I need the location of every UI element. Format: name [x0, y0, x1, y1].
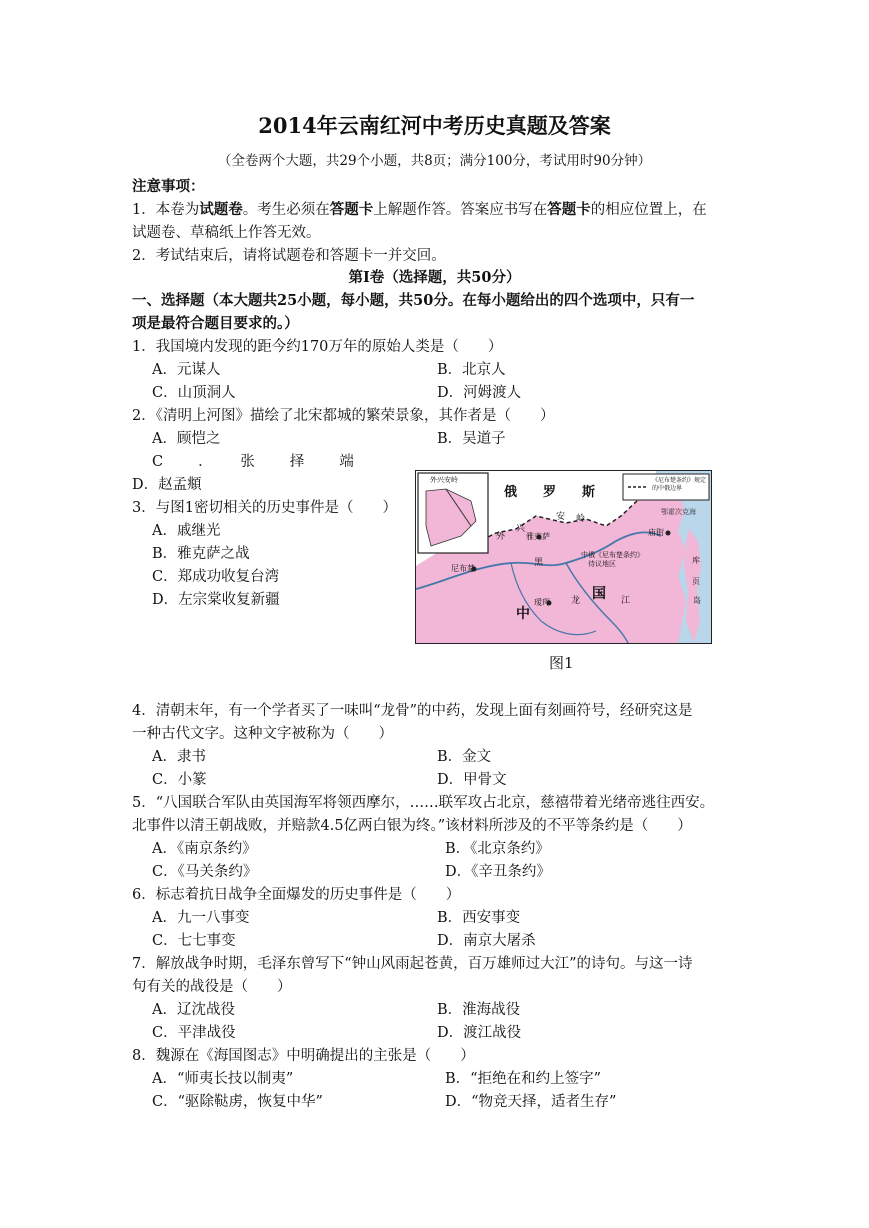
- figure-1-map: [415, 470, 712, 644]
- q8-option-b: B．“拒绝在和约上签字”: [445, 1071, 601, 1087]
- q4-option-a: A．隶书: [152, 749, 206, 765]
- q4-option-c: C．小篆: [152, 772, 207, 788]
- question-1-stem: 1．我国境内发现的距今约170万年的原始人类是（ ）: [132, 339, 503, 355]
- note-1-line-1: [132, 200, 707, 220]
- q5-option-a: A．《南京条约》: [152, 841, 257, 857]
- map-label-ye: 页: [692, 577, 700, 586]
- q8-option-c: C．“驱除鞑虏，恢复中华”: [152, 1094, 323, 1110]
- map-label-nibuchu: 尼布楚: [451, 564, 475, 573]
- map-label-china-left: 中: [516, 606, 530, 622]
- q8-option-a: A．“师夷长技以制夷”: [152, 1071, 294, 1087]
- page-title: 2014年云南红河中考历史真题及答案: [258, 113, 611, 138]
- question-4-stem-line-2: 一种古代文字。这种文字被称为（ ）: [132, 726, 393, 742]
- q2-option-a: A．顾恺之: [152, 431, 221, 447]
- figure-caption: 图1: [549, 654, 574, 672]
- map-label-sea: 鄂霍次克海: [661, 508, 696, 516]
- legend-text: 《尼布楚条约》规定的中俄边界: [652, 477, 707, 492]
- question-5-stem-line-1: 5．“八国联合军队由英国海军将领西摩尔，……联军攻占北京，慈禧带着光绪帝逃往西安。: [132, 795, 715, 811]
- map-label-long: 龙: [571, 596, 581, 606]
- q7-option-b: B．淮海战役: [437, 1002, 521, 1018]
- q8-option-d: D．“物竞天择，适者生存”: [445, 1094, 617, 1110]
- map-label-china-right: 国: [592, 586, 606, 602]
- q3-option-b: B．雅克萨之战: [152, 546, 250, 562]
- q6-option-d: D．南京大屠杀: [437, 933, 536, 949]
- map-label-ling: 岭: [576, 514, 586, 524]
- map-label-dao: 岛: [693, 596, 701, 605]
- q7-option-a: A．辽沈战役: [152, 1002, 235, 1018]
- q1-option-d: D．河姆渡人: [437, 385, 522, 401]
- part-heading: 第Ⅰ卷（选择题，共50分）: [348, 269, 521, 286]
- map-label-an: 安: [556, 512, 566, 522]
- q2-option-b: B．吴道子: [437, 431, 506, 447]
- note-text: 的相应位置上，在: [590, 202, 707, 218]
- note-emphasis: 试题卷: [199, 201, 243, 218]
- q3-option-a: A．戚继光: [152, 523, 221, 539]
- map-label-russia: 俄 罗 斯: [504, 485, 596, 500]
- map-label-treaty-area-2: 待议地区: [588, 560, 616, 568]
- question-2-stem: 2．《清明上河图》描绘了北宋都城的繁荣景象，其作者是（ ）: [132, 408, 555, 424]
- map-label-ku: 库: [692, 556, 700, 565]
- city-dot-miaojie: [666, 531, 671, 536]
- note-1-line-2: 试题卷、草稿纸上作答无效。: [132, 225, 321, 241]
- note-2: 2．考试结束后，请将试题卷和答题卡一并交回。: [132, 248, 446, 264]
- note-text: 上解题作答。答案应书写在: [373, 202, 548, 218]
- q7-option-d: D．渡江战役: [437, 1025, 522, 1041]
- map-label-miaojie: 庙街: [648, 528, 664, 537]
- map-label-yakesa: 雅克萨: [526, 532, 550, 541]
- question-8-stem: 8．魏源在《海国图志》中明确提出的主张是（ ）: [132, 1048, 475, 1064]
- q6-option-b: B．西安事变: [437, 910, 521, 926]
- q1-option-c: C．山顶洞人: [152, 385, 236, 401]
- q4-option-b: B．金文: [437, 749, 492, 765]
- map-label-jiang: 江: [621, 596, 631, 606]
- inset-label: 外兴安岭: [430, 476, 458, 484]
- q3-option-c: C．郑成功收复台湾: [152, 569, 280, 585]
- map-label-wai: 外: [496, 532, 506, 542]
- q2-option-c: C ． 张 择 端: [152, 454, 356, 470]
- map-label-treaty-area: 中俄《尼布楚条约》: [581, 551, 644, 559]
- map-label-aihui: 瑷珲: [534, 598, 550, 607]
- q2-option-d: D．赵孟頫: [132, 477, 202, 493]
- q4-option-d: D．甲骨文: [437, 772, 507, 788]
- section-heading-line-1: 一、选择题（本大题共25小题，每小题，共50分。在每小题给出的四个选项中，只有一: [132, 292, 695, 309]
- q5-option-d: D．《辛丑条约》: [445, 864, 551, 880]
- question-5-stem-line-2: 北事件以清王朝战败，并赔款4.5亿两白银为终。”该材料所涉及的不平等条约是（ ）: [132, 818, 692, 834]
- note-text: 1．本卷为: [132, 202, 200, 218]
- q1-option-b: B．北京人: [437, 362, 506, 378]
- q7-option-c: C．平津战役: [152, 1025, 236, 1041]
- q6-option-c: C．七七事变: [152, 933, 236, 949]
- exam-info: （全卷两个大题，共29个小题，共8页；满分100分，考试用时90分钟）: [217, 153, 652, 169]
- q3-option-d: D．左宗棠收复新疆: [152, 592, 280, 608]
- q6-option-a: A．九一八事变: [152, 910, 250, 926]
- question-7-stem-line-1: 7．解放战争时期，毛泽东曾写下“钟山风雨起苍黄，百万雄师过大江”的诗句。与这一诗: [132, 956, 693, 972]
- map-label-xing: 兴: [516, 524, 526, 534]
- section-heading-line-2: 项是最符合题目要求的。）: [132, 315, 299, 332]
- question-6-stem: 6．标志着抗日战争全面爆发的历史事件是（ ）: [132, 887, 461, 903]
- note-emphasis: 答题卡: [329, 201, 374, 218]
- q5-option-c: C．《马关条约》: [152, 864, 258, 880]
- notes-heading: 注意事项：: [132, 178, 205, 195]
- map-label-hei: 黑: [534, 558, 544, 568]
- q1-option-a: A．元谋人: [152, 362, 221, 378]
- question-7-stem-line-2: 句有关的战役是（ ）: [132, 979, 292, 995]
- q5-option-b: B．《北京条约》: [445, 841, 550, 857]
- note-emphasis: 答题卡: [547, 201, 591, 218]
- question-3-stem: 3．与图1密切相关的历史事件是（ ）: [132, 500, 397, 516]
- question-4-stem-line-1: 4．清朝末年，有一个学者买了一味叫“龙骨”的中药，发现上面有刻画符号，经研究这是: [132, 703, 693, 719]
- note-text: 。考生必须在: [242, 202, 330, 218]
